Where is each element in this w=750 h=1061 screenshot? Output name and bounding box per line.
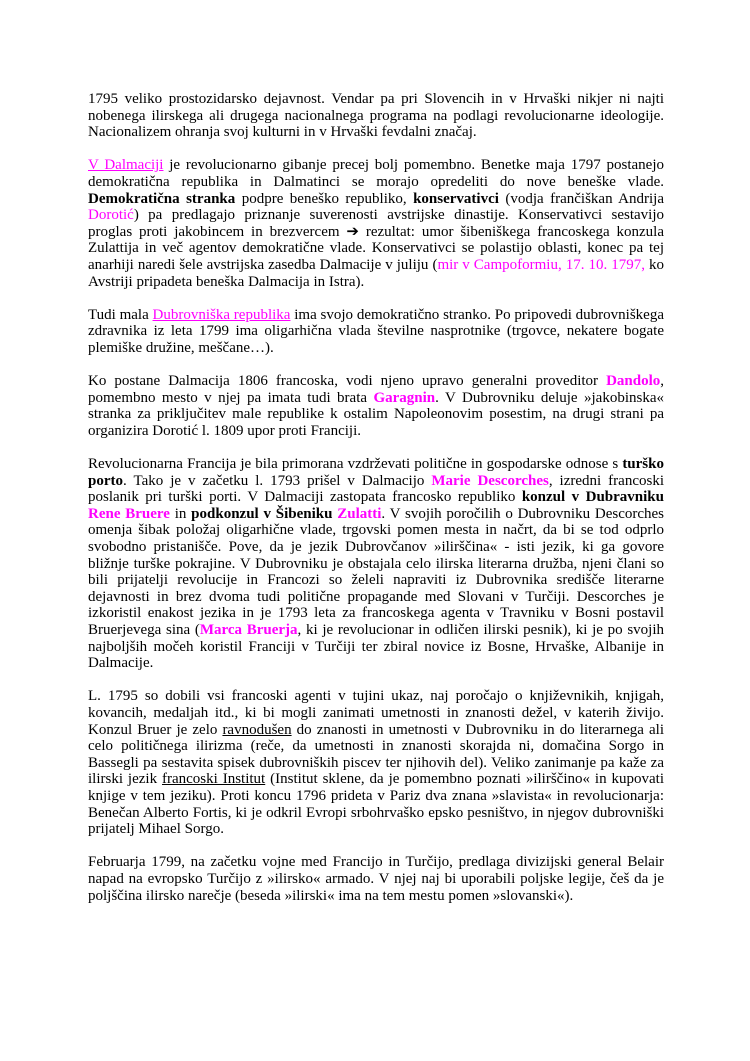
text-run: Ko postane Dalmacija 1806 francoska, vodi njeno upravo generalni proveditor	[88, 373, 607, 390]
text-run: podkonzul v Šibeniku	[191, 505, 338, 522]
paragraph	[88, 456, 664, 672]
text-run: konservativci	[413, 190, 499, 207]
text-run: (Institut sklene, da je pomembno poznati »ilirščino« in kupovati knjige v tem jeziku). Proti koncu 1796 prideta v Pariz dva znana »slavista« in revolucionarja: Benečan Alberto Fortis, ki je odkril Evropi srbohrvaško epsko pesništvo, in njegov dubrovniški prijatelj Mihael Sorgo.	[88, 771, 664, 838]
text-run: (vodja frančiškan Andrija	[498, 190, 665, 207]
text-run: ko Avstriji pripadeta beneška Dalmacija in Istra).	[88, 256, 664, 290]
text-run: L. 1795 so dobili vsi francoski agenti v tujini ukaz, naj poročajo o književnikih, knjigah, kovancih, medaljah itd., ki bi mogli zanimati umetnosti in znanosti dežel, v katerih živijo. Konzul Bruer je zelo	[88, 688, 664, 738]
text-run: mir v Campoformiu, 17. 10. 1797,	[437, 256, 645, 273]
text-run: in	[169, 505, 192, 522]
text-run: Dandolo	[606, 373, 661, 390]
paragraph	[88, 688, 664, 837]
text-run: Rene Bruere	[88, 505, 170, 522]
text-run: . V svojih poročilih o Dubrovniku Descorches omenja šibak položaj oligarhične vlade, trgovski pomen mesta in načrt, da bi se tod odprlo svobodno pristanišče. Pove, da je jezik Dubrovčanov »ilirščina« - isti jezik, ki ga govore bližnje turške pokrajine. V Dubrovniku je obstajala celo ilirska literarna družba, njeni člani so bili prijatelji revolucije in Francozi so želeli napraviti iz Dubrovnika središče literarne dejavnosti in brez dvoma tudi politične propagande med Slovani v Turčiji. Descorches je izkoristil enakost jezika in je 1793 leta za francoskega agenta v Travniku v Bosni postavil Bruerjevega sina (	[88, 505, 664, 638]
text-run: Februarja 1799, na začetku vojne med Francijo in Turčijo, predlaga divizijski general Belair napad na evropsko Turčijo z »ilirsko« armado. V njej naj bi uporabili poljske legije, češ da je poljščina ilirsko narečje (beseda »ilirski« ima na tem mestu pomen »slovanski«).	[88, 854, 664, 904]
text-run: . Tako je v začetku l. 1793 prišel v Dalmacijo	[123, 472, 432, 489]
hyperlink[interactable]: V Dalmaciji	[88, 157, 164, 174]
text-run: 1795 veliko prostozidarsko dejavnost. Vendar pa pri Slovencih in v Hrvaški nikjer ni najti nobenega ilirskega ali drugega nacionalnega programa na podlagi revolucionarne ideologije. Nacionalizem ohranja svoj kulturni in v Hrvaški fevdalni značaj.	[88, 91, 664, 141]
text-run: ) pa predlagajo priznanje suverenosti avstrijske dinastije. Konservativci sestavijo proglas proti jakobincem in brezvercem ➔ rezultat: umor šibeniškega francoskega konzula Zulattija in več agentov demokratične vlade. Konservativci se polastijo oblasti, konec pa tej anarhiji naredi šele avstrijska zasedba Dalmacije v juliju (	[88, 207, 664, 273]
text-run: Revolucionarna Francija je bila primorana vzdrževati politične in gospodarske odnose s	[88, 456, 623, 473]
text-run: ravnodušen	[222, 721, 292, 738]
text-run: Marie Descorches	[431, 472, 549, 489]
text-run: Marca Bruerja	[199, 622, 298, 638]
text-run: , pomembno mesto v njej pa imata tudi brata	[88, 373, 664, 406]
text-run: konzul v Dubravniku	[521, 489, 664, 506]
text-run: Garagnin	[373, 389, 436, 406]
text-run: je revolucionarno gibanje precej bolj pomembno. Benetke maja 1797 postanejo demokratična republika in Dalmatinci se morajo opredeliti do nove beneške vlade.	[88, 157, 664, 190]
paragraph	[88, 91, 664, 141]
text-run: Demokratična stranka	[88, 190, 236, 207]
paragraph	[88, 307, 664, 357]
hyperlink[interactable]: Dubrovniška republika	[152, 306, 291, 323]
text-run: , ki je revolucionar in odličen ilirski pesnik), ki je po svojih najboljših močeh koristil Franciji v Turčiji ter zbiral novice iz Bosne, Hrvaške, Albanije in Dalmacije.	[88, 622, 664, 672]
text-run: podpre beneško republiko,	[235, 190, 414, 207]
paragraph	[88, 157, 664, 290]
text-run: , izredni francoski poslanik pri turški porti. V Dalmaciji zastopata francosko republiko	[88, 472, 664, 506]
text-run: Zulatti	[337, 505, 382, 522]
text-run: Dorotić	[88, 207, 134, 224]
text-run: do znanosti in umetnosti v Dubrovniku in do literarnega ali celo političnega ilirizma (reče, da umetnosti in znanosti skorajda ni, domačina Sorgo in Bassegli pa sestavita spisek dubrovniških piscev ter njihovih del). Veliko zanimanje pa kaže za ilirski jezik	[88, 721, 664, 788]
text-run: francoski Institut	[162, 771, 266, 788]
text-run: Tudi mala	[88, 306, 153, 323]
paragraph	[88, 373, 664, 439]
text-run: ima svojo demokratično stranko. Po pripovedi dubrovniškega zdravnika iz leta 1799 ima oligarhična vlada številne nasprotnike (trgovce, nekatere bogate plemiške družine, meščane…).	[88, 306, 665, 356]
text-run: . V Dubrovniku deluje »jakobinska« stranka za priključitev male republike k ostalim Napoleonovim posestim, na drugi strani pa organizira Dorotić l. 1809 upor proti Franciji.	[88, 389, 664, 439]
text-run: turško porto	[88, 456, 664, 489]
paragraph	[88, 854, 664, 904]
document-body	[88, 91, 664, 904]
